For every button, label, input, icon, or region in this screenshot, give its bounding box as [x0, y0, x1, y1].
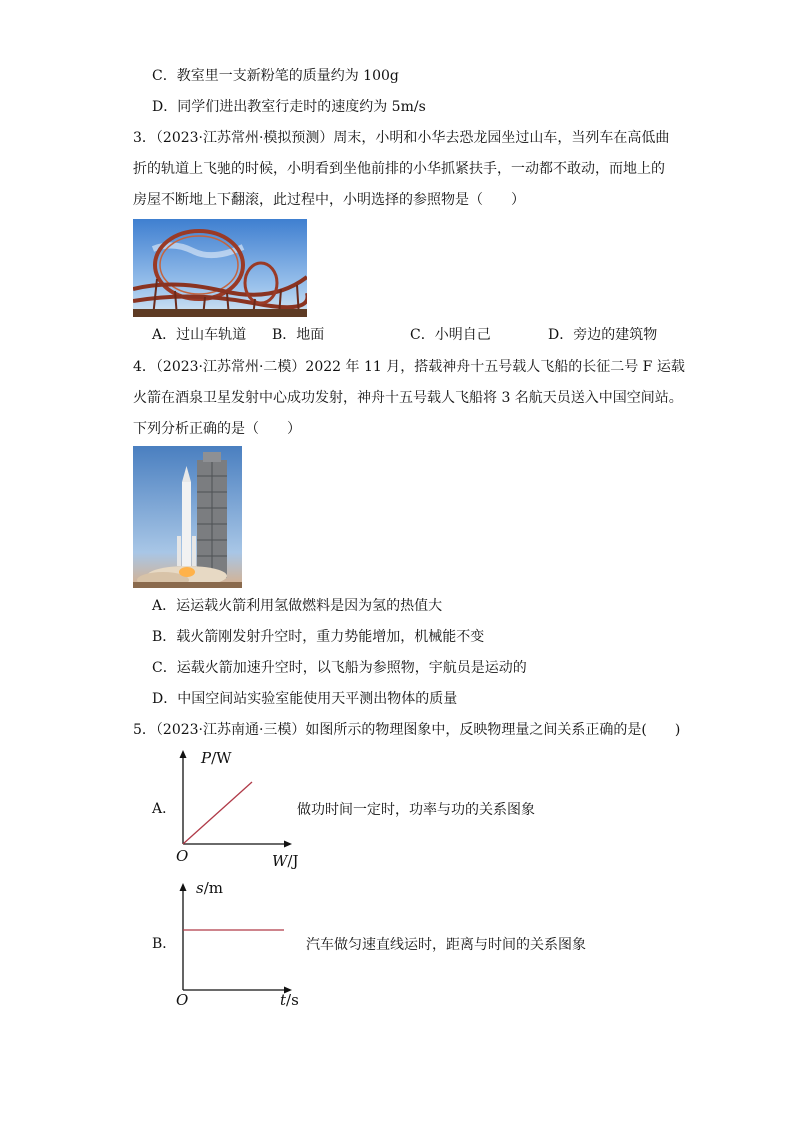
q5-stem-line1: 5．（2023·江苏南通·三模）如图所示的物理图象中，反映物理量之间关系正确的是( ) — [133, 722, 681, 738]
graph-a-x-arrow — [284, 841, 292, 848]
graph-a-plot-line — [183, 782, 252, 844]
q3-stem-line1: 3．（2023·江苏常州·模拟预测）周末，小明和小华去恐龙园坐过山车，当列车在高低曲 — [133, 130, 670, 146]
graph-a — [168, 746, 308, 872]
q4-stem-line1: 4．（2023·江苏常州·二模）2022 年 11 月，搭载神舟十五号载人飞船的长征二号 F 运载 — [133, 359, 685, 375]
q4-option-b: B．载火箭刚发射升空时，重力势能增加，机械能不变 — [152, 629, 485, 645]
roller-coaster-image — [133, 219, 307, 317]
q3-stem-line2: 折的轨道上飞驰的时候，小明看到坐他前排的小华抓紧扶手，一动都不敢动，而地上的 — [133, 161, 665, 177]
graph-b-origin: O — [176, 991, 189, 1009]
q2-option-c: C．教室里一支新粉笔的质量约为 100g — [152, 68, 399, 84]
q3-option-c: C．小明自己 — [410, 327, 491, 343]
q3-stem-line3: 房屋不断地上下翻滚，此过程中，小明选择的参照物是（ ） — [133, 192, 525, 208]
q5-option-b-label: B． — [152, 936, 177, 952]
q4-option-d: D．中国空间站实验室能使用天平测出物体的质量 — [152, 691, 458, 707]
graph-a-y-axis-label: P/W — [201, 749, 232, 767]
q4-stem-line3: 下列分析正确的是（ ） — [133, 421, 301, 437]
graph-a-y-arrow — [180, 750, 187, 758]
graph-a-description: 做功时间一定时，功率与功的关系图象 — [297, 802, 535, 818]
q4-option-a: A．运运载火箭利用氢做燃料是因为氢的热值大 — [152, 598, 443, 614]
graph-b-y-axis-label: s/m — [196, 879, 223, 897]
graph-b-y-arrow — [180, 883, 187, 891]
q3-option-a: A．过山车轨道 — [152, 327, 247, 343]
q4-stem-line2: 火箭在酒泉卫星发射中心成功发射，神舟十五号载人飞船将 3 名航天员送入中国空间站。 — [133, 390, 683, 406]
q2-option-d: D．同学们进出教室行走时的速度约为 5m/s — [152, 99, 426, 115]
q3-option-b: B．地面 — [272, 327, 325, 343]
graph-b — [168, 876, 308, 1012]
graph-b-x-axis-label: t/s — [280, 991, 299, 1009]
q3-option-d: D．旁边的建筑物 — [548, 327, 658, 343]
rocket-launch-image — [133, 446, 242, 588]
graph-a-x-axis-label: W/J — [272, 852, 299, 870]
q4-option-c: C．运载火箭加速升空时，以飞船为参照物，宇航员是运动的 — [152, 660, 527, 676]
graph-b-description: 汽车做匀速直线运时，距离与时间的关系图象 — [306, 937, 586, 953]
graph-a-origin: O — [176, 847, 189, 865]
q5-option-a-label: A． — [152, 801, 177, 817]
